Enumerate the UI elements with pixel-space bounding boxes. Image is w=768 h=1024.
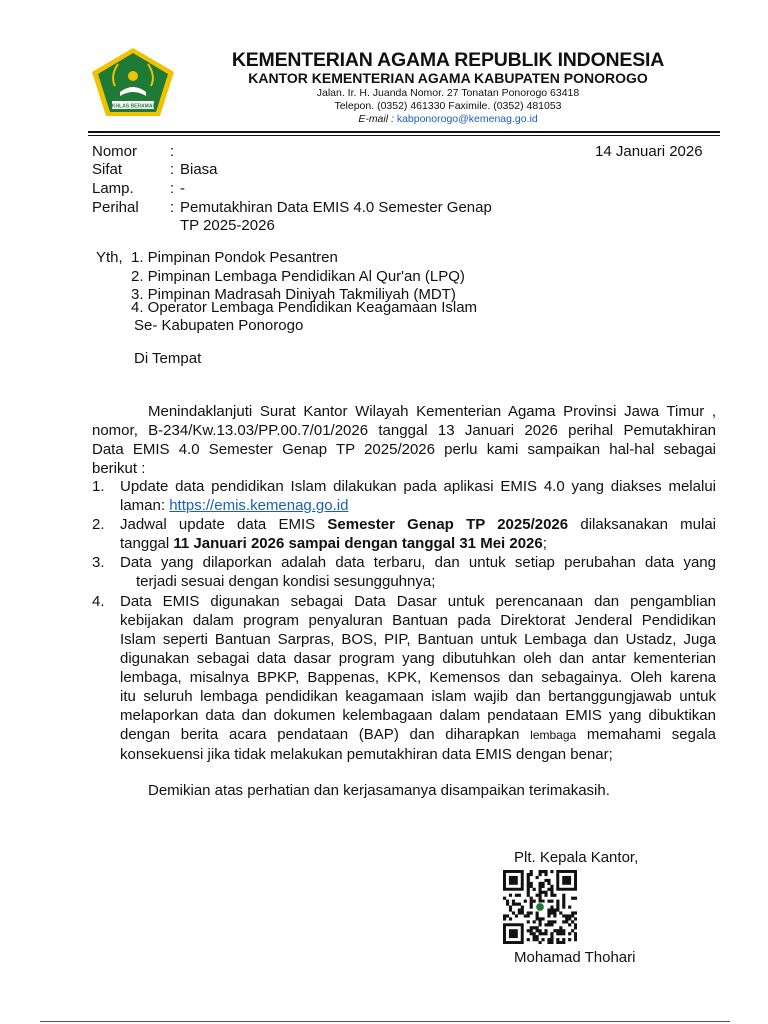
ministry-name: KEMENTERIAN AGAMA REPUBLIK INDONESIA bbox=[231, 49, 665, 71]
recipient-region: Se- Kabupaten Ponorogo bbox=[134, 317, 304, 334]
email-label: E-mail : bbox=[358, 113, 394, 125]
header-rule-thick bbox=[88, 131, 720, 133]
item2-text-c: dilaksanakan mulai bbox=[568, 516, 717, 533]
recipient-item: 1. Pimpinan Pondok Pesantren bbox=[131, 249, 338, 266]
intro-paragraph bbox=[92, 402, 716, 478]
qr-code-signature bbox=[503, 870, 577, 944]
header-rule-thin bbox=[88, 135, 720, 136]
recipient-item: 2. Pimpinan Lembaga Pendidikan Al Qur'an (LPQ) bbox=[131, 268, 465, 285]
letter-date: 14 Januari 2026 bbox=[595, 143, 703, 160]
sifat-value: Biasa bbox=[180, 161, 218, 178]
intro-line: nomor, B-234/Kw.13.03/PP.00.7/01/2026 tanggal 13 Januari 2026 perihal Pemutakhiran bbox=[92, 422, 716, 439]
item2-line2 bbox=[120, 534, 716, 553]
item-number: 3. bbox=[92, 554, 105, 571]
item2-text-e: ; bbox=[542, 535, 547, 552]
item1-line2 bbox=[120, 496, 716, 515]
recipient-yth: Yth, bbox=[96, 249, 123, 266]
item4-line8 bbox=[120, 725, 716, 745]
item4-line: Data EMIS digunakan sebagai Data Dasar untuk perencanaan dan pengamblian bbox=[120, 593, 716, 610]
nomor-colon: : bbox=[170, 143, 175, 160]
office-phone: Telepon. (0352) 461330 Faximile. (0352) 481053 bbox=[334, 100, 562, 112]
item4-text-c: memahami segala bbox=[576, 726, 716, 743]
item4-line: melaporkan data dan dokumen kelembagaan dalam pendataan EMIS yang dibuktikan bbox=[120, 707, 716, 724]
list-item-4 bbox=[120, 592, 716, 764]
item2-semester-bold: Semester Genap TP 2025/2026 bbox=[327, 516, 569, 533]
sifat-colon: : bbox=[170, 161, 175, 178]
item4-line: Islam seperti Bantuan Sarpras, BOS, PIP, Bantuan untuk Lembaga dan Ustadz, Juga bbox=[120, 631, 716, 648]
signature-title: Plt. Kepala Kantor, bbox=[514, 849, 639, 866]
office-email-line bbox=[230, 113, 666, 126]
office-name: KANTOR KEMENTERIAN AGAMA KABUPATEN PONOROGO bbox=[248, 70, 648, 86]
nomor-label: Nomor bbox=[92, 143, 138, 160]
signatory-name: Mohamad Thohari bbox=[514, 949, 636, 966]
item3-line1: Data yang dilaporkan adalah data terbaru, dan untuk setiap perubahan data yang bbox=[120, 554, 716, 571]
item2-dates-bold: 11 Januari 2026 sampai dengan tanggal 31 Mei 2026 bbox=[173, 535, 543, 552]
intro-line: berikut : bbox=[92, 460, 146, 477]
item4-line: kebijakan dalam program penyaluran Bantuan pada Direktorat Jenderal Pendidikan bbox=[120, 612, 716, 629]
office-email[interactable]: kabponorogo@kemenag.go.id bbox=[396, 113, 538, 125]
closing-sentence: Demikian atas perhatian dan kerjasamanya disampaikan terimakasih. bbox=[148, 782, 610, 799]
office-address: Jalan. Ir. H. Juanda Nomor. 27 Tonatan Ponorogo 63418 bbox=[316, 87, 580, 99]
list-item-2 bbox=[120, 515, 716, 553]
item4-lembaga-small: lembaga bbox=[530, 728, 577, 742]
emis-link[interactable]: https://emis.kemenag.go.id bbox=[169, 497, 349, 514]
item2-text-a: Jadwal update data EMIS bbox=[120, 516, 328, 533]
item3-line2: terjadi sesuai dengan kondisi sesungguhnya; bbox=[136, 573, 436, 590]
item4-line: digunakan sebagai data dasar program yang dibutuhkan oleh dan antar kementerian bbox=[120, 650, 716, 667]
list-item-1 bbox=[120, 477, 716, 515]
logo-motto: IKHLAS BERAMAL bbox=[110, 103, 156, 110]
item4-text-a: dengan berita acara pendataan (BAP) dan diharapkan bbox=[120, 726, 531, 743]
recipient-place: Di Tempat bbox=[134, 350, 202, 367]
sifat-label: Sifat bbox=[92, 161, 123, 178]
item4-line: lembaga, misalnya BPKP, Bappenas, KPK, Kemensos dan sebagainya. Oleh karena bbox=[120, 669, 716, 686]
kemenag-logo bbox=[90, 46, 176, 118]
perihal-line1: Pemutakhiran Data EMIS 4.0 Semester Genap bbox=[180, 199, 492, 216]
lamp-colon: : bbox=[170, 180, 175, 197]
lamp-label: Lamp. bbox=[92, 180, 134, 197]
lamp-value: - bbox=[180, 180, 185, 197]
office-contact bbox=[230, 87, 666, 126]
item2-text-d: tanggal bbox=[120, 535, 174, 552]
intro-line: Data EMIS 4.0 Semester Genap TP 2025/2026 perlu kami sampaikan hal-hal sebagai bbox=[92, 441, 716, 458]
perihal-colon: : bbox=[170, 199, 175, 216]
list-item-3 bbox=[120, 553, 716, 591]
item-number: 2. bbox=[92, 516, 105, 533]
perihal-label: Perihal bbox=[92, 199, 139, 216]
item1-line1: Update data pendidikan Islam dilakukan pada aplikasi EMIS 4.0 yang diakses melalui bbox=[120, 478, 716, 495]
page-bottom-rule bbox=[40, 1021, 730, 1022]
item-number: 4. bbox=[92, 593, 105, 610]
item4-line: itu seluruh lembaga pendidikan keagamaan islam wajib dan bertanggungjawab untuk bbox=[120, 688, 716, 705]
intro-line: Menindaklanjuti Surat Kantor Wilayah Kementerian Agama Provinsi Jawa Timur , bbox=[148, 403, 716, 420]
recipient-item: 4. Operator Lembaga Pendidikan Keagamaan Islam bbox=[131, 299, 478, 316]
item1-prefix: laman: bbox=[120, 497, 170, 514]
item4-line9: konsekuensi jika tidak melakukan pemutakhiran data EMIS dengan benar; bbox=[120, 746, 613, 763]
item2-line1 bbox=[120, 515, 716, 534]
perihal-line2: TP 2025-2026 bbox=[180, 217, 275, 234]
item-number: 1. bbox=[92, 478, 105, 495]
recipient-item: 3. Pimpinan Madrasah Diniyah Takmiliyah (MDT) bbox=[131, 286, 456, 303]
